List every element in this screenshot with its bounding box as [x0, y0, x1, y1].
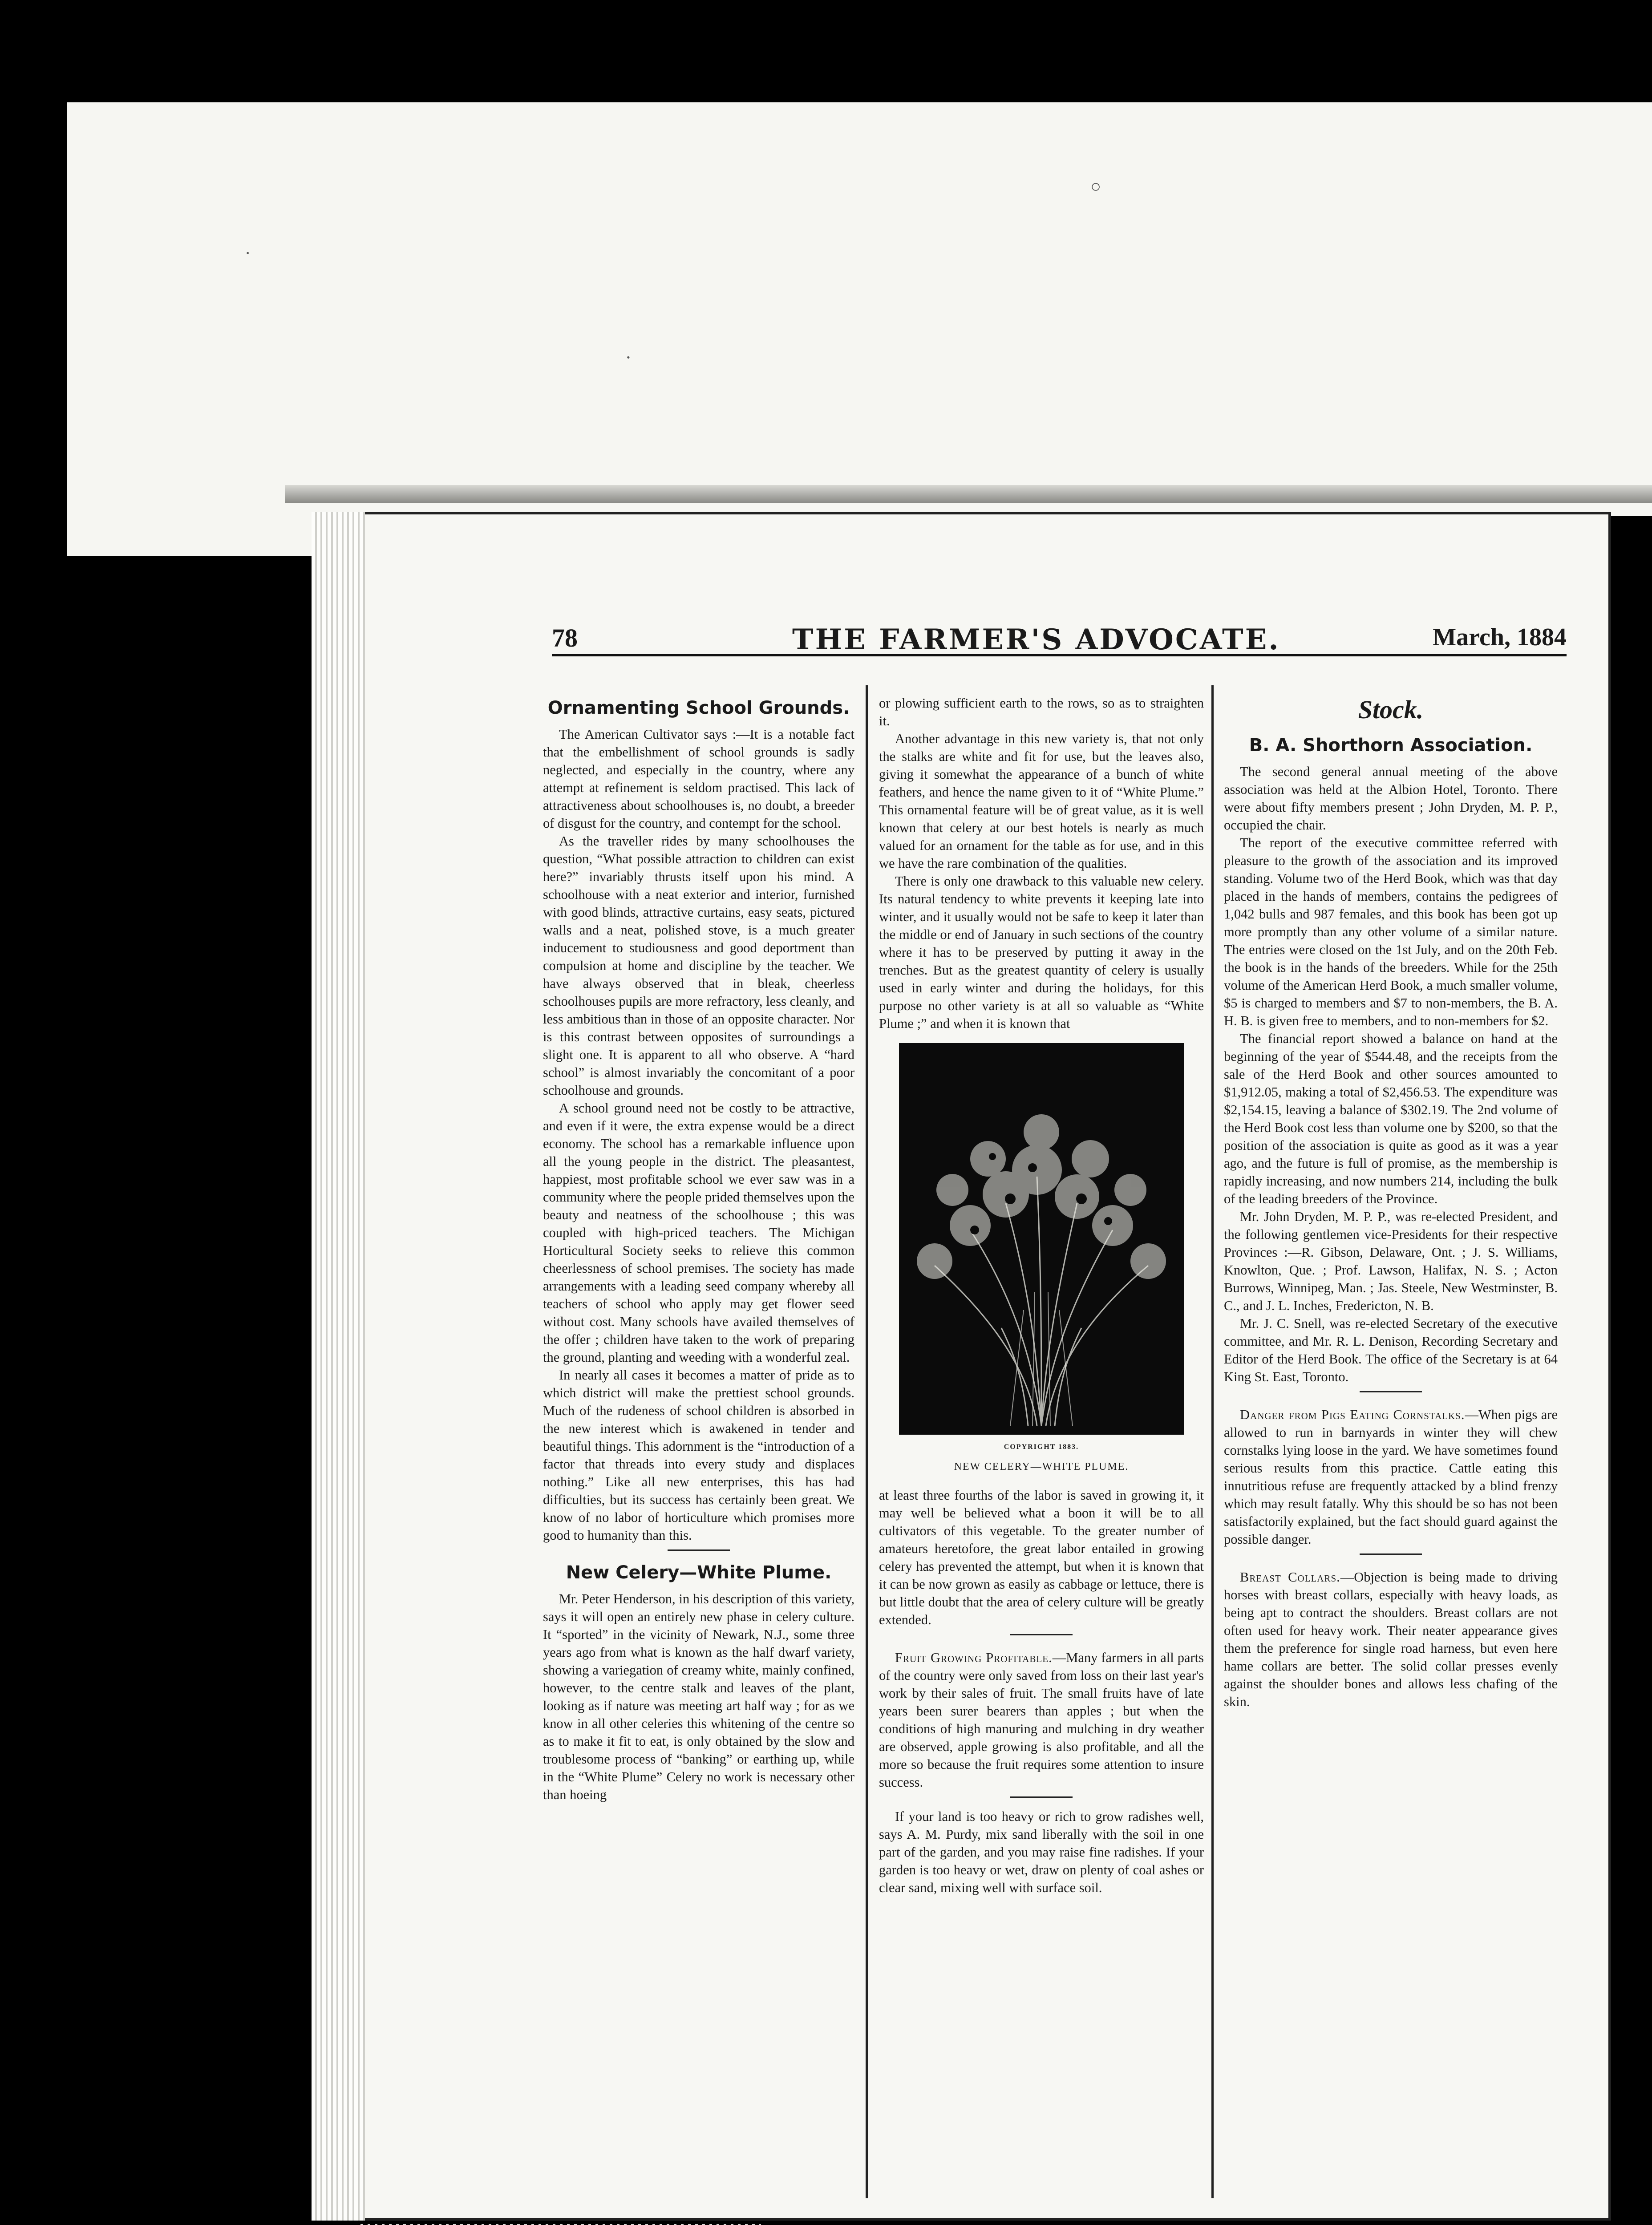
article-divider	[1360, 1391, 1422, 1392]
paragraph-lead: Danger from Pigs Eating Cornstalks.	[1240, 1407, 1465, 1422]
article-paragraph: Mr. John Dryden, M. P. P., was re-elected President, and the following gentlemen vice-Presidents for their respective Provinces :—R. Gibson, Delaware, Ont. ; J. S. Williams, Knowlton, Que. ; Prof. Lawson, Halifax, N. S. ; Acton Burrows, Winnipeg, Man. ; Jas. Steele, New Westminster, B. C., and J. L. Inches, Fredericton, N. B.	[1224, 1209, 1558, 1313]
article-paragraph: Mr. J. C. Snell, was re-elected Secretary of the executive committee, and Mr. R. L. Denison, Recording Secretary and Editor of the Herd Book. The office of the Secretary is at 64 King St. East, Toronto.	[1224, 1316, 1558, 1384]
article-paragraph: or plowing sufficient earth to the rows, so as to straighten it.	[879, 696, 1204, 728]
paragraph-body: —When pigs are allowed to run in barnyards in winter they will chew cornstalks lying loose in the yard. We have sometimes found serious results from this practice. Cattle eating this innutritious refuse are frequently attacked by a blind frenzy which may result fatally. Why this should be so has not been satisfactorily explained, but the fact should guard against the possible danger.	[1224, 1407, 1558, 1547]
article-paragraph: The second general annual meeting of the above association was held at the Albion Hotel, Toronto. There were about fifty members present ; John Dryden, M. P. P., occupied the chair.	[1224, 764, 1558, 833]
article-paragraph: The American Cultivator says :—It is a notable fact that the embellishment of school grounds is sadly neglected, and especially in the country, where any attempt at refinement is seldom practised. This lack of attractiveness about schoolhouses is, no doubt, a breeder of disgust for the country, and contempt for the school.	[543, 727, 854, 831]
right-book-edge	[1611, 516, 1652, 2225]
article-heading: B. A. Shorthorn Association.	[1249, 735, 1533, 756]
masthead	[552, 623, 1567, 656]
figure-copyright: COPYRIGHT 1883.	[1004, 1443, 1079, 1451]
page-number: 78	[552, 623, 578, 652]
paragraph-body: —Objection is being made to driving horses with breast collars, especially with heavy loads, as being apt to contract the shoulders. Breast collars are not often used for heavy work. Their neater appearance gives them the preference for single road harness, but even here hame collars are better. The solid collar presses evenly against the shoulder bones and allows less chafing of the skin.	[1224, 1570, 1558, 1709]
article-paragraph: Mr. Peter Henderson, in his description of this variety, says it will open an entirely new phase in celery culture. It “sported” in the vicinity of Newark, N.J., some three years ago from what is known as the half dwarf variety, showing a variegation of creamy white, mainly confined, however, to the centre stalk and leaves of the plant, looking as if nature was meeting art half way ; for as we know in all other celeries this whitening of the centre so as to make it fit to eat, is only obtained by the slow and troublesome process of “banking” or earthing up, while in the “White Plume” Celery no work is necessary other than hoeing	[543, 1591, 854, 1802]
article-paragraph	[1224, 1568, 1558, 1711]
issue-date: March, 1884	[1433, 623, 1567, 651]
article-heading: New Celery—White Plume.	[566, 1562, 832, 1583]
article-paragraph	[879, 1649, 1204, 1791]
book-spine-shadow	[285, 485, 1652, 503]
paragraph-lead: Breast Collars.	[1240, 1570, 1340, 1585]
stray-ink-mark: ·	[245, 243, 251, 263]
article-paragraph: There is only one drawback to this valuable new celery. Its natural tendency to white prevents it keeping late into winter, and it usually would not be safe to keep it later than the middle or end of January in such sections of the country where it has to be preserved by putting it away in the trenches. But as the greatest quantity of celery is usually used in early winter and during the holidays, for this purpose no other variety is at all so valuable as “White Plume ;” and when it is known that	[879, 874, 1204, 1031]
journal-title: THE FARMER'S ADVOCATE.	[792, 623, 1280, 656]
paragraph-lead: Fruit Growing Profitable.	[895, 1650, 1053, 1665]
paragraph-body: —Many farmers in all parts of the country were only saved from loss on their last year's work by their sales of fruit. The small fruits have of late years been surer bearers than apples ; but when the conditions of high manuring and mulching in dry weather are observed, apple growing is also profitable, and all the more so because the fruit requires some attention to insure success.	[879, 1650, 1204, 1790]
article-paragraph: at least three fourths of the labor is saved in growing it, it may well be believed what a boon it will be to all cultivators of this vegetable. To the greater number of amateurs heretofore, the great labor entailed in growing celery has prevented the attempt, but when it is known that it can be now grown as easily as cabbage or lettuce, there is but little doubt that the area of celery culture will be greatly extended.	[879, 1488, 1204, 1627]
column-two	[879, 694, 1204, 2189]
article-divider	[1010, 1796, 1073, 1798]
page-stack-edge	[312, 512, 365, 2221]
stray-ink-mark: ○	[1090, 176, 1101, 196]
article-divider	[1360, 1553, 1422, 1555]
celery-engraving	[899, 1043, 1184, 1435]
article-paragraph: Another advantage in this new variety is, that not only the stalks are white and fit for use, but the leaves also, giving it somewhat the appearance of a bunch of white feathers, and hence the name given to it of “White Plume.” This ornamental feature will be of great value, as it is well known that celery at our best hotels is nearly as much valued for an ornament for the table as for use, and in this we have the rare combination of the qualities.	[879, 731, 1204, 871]
column-one	[543, 694, 854, 2189]
article-paragraph: The financial report showed a balance on hand at the beginning of the year of $544.48, and the receipts from the sale of the Herd Book and other sources amounted to $1,912.05, making a total of $2,456.53. The expenditure was $2,154.15, leaving a balance of $302.19. The 2nd volume of the Herd Book cost less than volume one by $200, so that the position of the association is quite as good as it was a year ago, and the future is full of promise, as the membership is rapidly increasing, and now numbers 214, including the bulk of the leading breeders of the Province.	[1224, 1031, 1558, 1206]
article-divider	[668, 1549, 730, 1551]
column-rule	[1211, 685, 1214, 2198]
article-paragraph: The report of the executive committee referred with pleasure to the growth of the association and its improved standing. Volume two of the Herd Book, which was that day placed in the hands of members, contains the pedigrees of 1,042 bulls and 987 females, and this book has been got up more promptly than any other volume of a similar nature. The entries were closed on the 1st July, and on the 20th Feb. the book is in the hands of the breeders. While for the 25th volume of the American Herd Book, a much smaller volume, $5 is charged to members and $7 to non-members, the B. A. H. B. is given free to members, and to non-members for $2.	[1224, 835, 1558, 1028]
article-heading: Ornamenting School Grounds.	[547, 698, 850, 718]
article-paragraph: In nearly all cases it becomes a matter of pride as to which district will make the prettiest school grounds. Much of the rudeness of school children is absorbed in the new interest which is awakened in tender and beautiful things. This adornment is the “introduction of a factor that threads into every study and displaces nothing.” Like all new enterprises, this has had difficulties, but its success has certainly been great. We know of no labor of horticulture which promises more good to humanity than this.	[543, 1367, 854, 1543]
article-paragraph: As the traveller rides by many schoolhouses the question, “What possible attraction to children can exist here?” invariably thrusts itself upon his mind. A schoolhouse with a neat exterior and interior, furnished with good blinds, attractive curtains, easy seats, pictured walls and a neat, polished stove, is a much greater inducement to studiousness and good deportment than compulsion at home and discipline by the teacher. We have always observed that in bleak, cheerless schoolhouses pupils are more refractory, less cleanly, and less ambitious than in those of an opposite character. Nor is this contrast between opposites of surroundings a slight one. It is apparent to all who observe. A “hard school” is almost invariably the concomitant of a poor schoolhouse and grounds.	[543, 833, 854, 1098]
section-heading: Stock.	[1358, 695, 1424, 724]
figure-caption: NEW CELERY—WHITE PLUME.	[954, 1461, 1129, 1473]
article-paragraph: A school ground need not be costly to be attractive, and even if it were, the extra expense would be a direct economy. The school has a remarkable influence upon all the young people in the district. The pleasantest, happiest, most profitable school we ever saw was in a community where the people prided themselves upon the beauty and neatness of the schoolhouse ; this was coupled with high-priced teachers. The Michigan Horticultural Society seeks to relieve this common cheerlessness of school premises. The society has made arrangements with a leading seed company whereby all teachers of school who apply may get flower seed without cost. Many schools have availed themselves of the offer ; children have taken to the work of preparing the ground, planting and weeding with a wonderful zeal.	[543, 1100, 854, 1365]
column-rule	[866, 685, 868, 2198]
article-divider	[1010, 1634, 1073, 1635]
celery-figure	[899, 1043, 1184, 1476]
article-paragraph	[1224, 1406, 1558, 1548]
stray-ink-mark: ⋅	[625, 348, 632, 368]
celery-illustration	[899, 1043, 1184, 1435]
article-paragraph: If your land is too heavy or rich to grow radishes well, says A. M. Purdy, mix sand liberally with the soil in one part of the garden, and you may raise fine radishes. If your garden is too heavy or wet, draw on plenty of coal ashes or clear sand, mixing well with surface soil.	[879, 1809, 1204, 1895]
column-three	[1224, 694, 1558, 2189]
